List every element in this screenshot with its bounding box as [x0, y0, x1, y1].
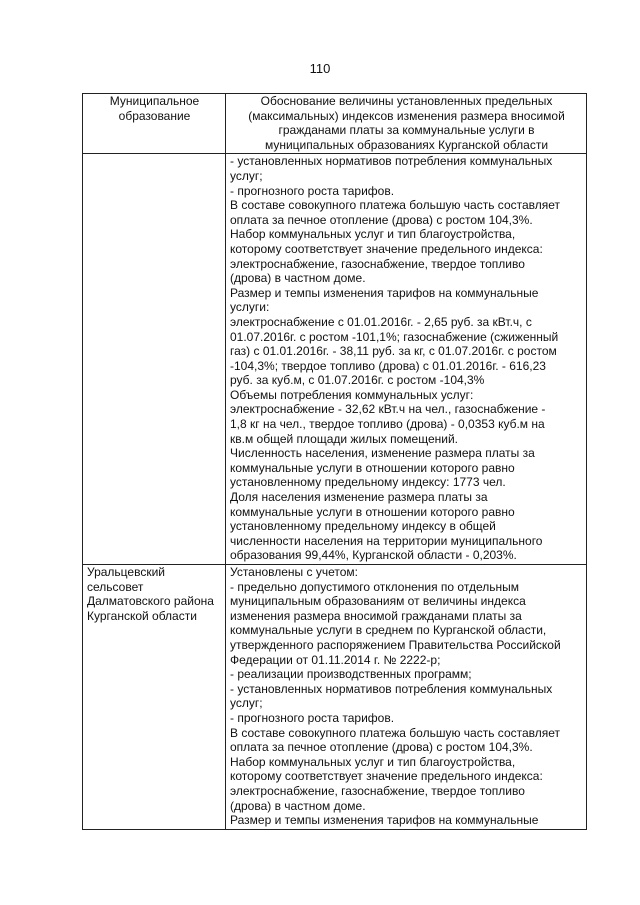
- justification-text-line: услуг;: [230, 696, 263, 711]
- page-number: 110: [309, 61, 331, 76]
- table-row: [83, 565, 587, 830]
- municipality-cell: [83, 565, 226, 830]
- header-text-line: Муниципальное: [109, 94, 200, 108]
- justification-text-line: коммунальные услуги в среднем по Курганской области,: [230, 623, 547, 638]
- justification-text-line: (дрова) в частном доме.: [230, 798, 366, 813]
- header-text-line: образование: [118, 108, 191, 123]
- municipality-cell: [83, 154, 226, 565]
- justification-text-line: Размер и темпы изменения тарифов на коммунальные: [230, 285, 539, 300]
- justification-text-line: В составе совокупного платежа большую часть составляет: [230, 198, 561, 213]
- header-municipality: [83, 94, 226, 154]
- justification-text-line: коммунальные услуги в отношении которого равно: [230, 504, 515, 519]
- header-text-line: Обоснование величины установленных предельных: [260, 94, 553, 108]
- justification-text-line: (дрова) в частном доме.: [230, 271, 366, 286]
- municipality-name-line: Курганской области: [87, 608, 197, 623]
- justification-text-line: которому соответствует значение предельного индекса:: [230, 241, 543, 256]
- justification-text-line: В составе совокупного платежа большую часть составляет: [230, 725, 561, 740]
- justification-text-line: установленному предельному индексу в общей: [230, 519, 496, 534]
- justification-text-line: Установлены с учетом:: [230, 565, 358, 579]
- justification-text-line: 1,8 кг на чел., твердое топливо (дрова) - 0,0353 куб.м на: [230, 417, 545, 432]
- justification-text-line: оплата за печное отопление (дрова) с ростом 104,3%.: [230, 212, 533, 227]
- justification-text-line: услуг;: [230, 168, 263, 183]
- justification-text-line: газ) с 01.01.2016г. - 38,11 руб. за кг, с 01.07.2016г. с ростом: [230, 344, 557, 359]
- header-text-line: (максимальных) индексов изменения размера вносимой: [248, 108, 565, 123]
- justification-text-line: Набор коммунальных услуг и тип благоустройства,: [230, 754, 516, 769]
- justification-text-line: Набор коммунальных услуг и тип благоустройства,: [230, 227, 516, 242]
- justification-text-line: Объемы потребления коммунальных услуг:: [230, 387, 474, 402]
- justification-text-line: электроснабжение - 32,62 кВт.ч на чел., газоснабжение -: [230, 402, 546, 417]
- table-row: [83, 154, 587, 565]
- justification-text-line: установленному предельному индексу: 1773 чел.: [230, 475, 506, 490]
- justification-text-line: электроснабжение, газоснабжение, твердое топливо: [230, 256, 525, 271]
- justification-cell: [226, 565, 587, 830]
- justification-text-line: муниципальным образованиям от величины индекса: [230, 594, 526, 609]
- municipality-name-line: Далматовского района: [87, 594, 214, 609]
- justification-text-line: кв.м общей площади жилых помещений.: [230, 431, 458, 446]
- justification-text-line: 01.07.2016г. с ростом -101,1%; газоснабжение (сжиженный: [230, 329, 559, 344]
- justification-text-line: Федерации от 01.11.2014 г. № 2222-р;: [230, 652, 441, 667]
- municipality-name-line: сельсовет: [87, 579, 144, 594]
- justification-text-line: изменения размера вносимой гражданами платы за: [230, 608, 522, 623]
- justification-text-line: - прогнозного роста тарифов.: [230, 183, 395, 198]
- justification-text-line: - предельно допустимого отклонения по отдельным: [230, 579, 519, 594]
- justification-text-line: - прогнозного роста тарифов.: [230, 710, 395, 725]
- justification-text-line: которому соответствует значение предельного индекса:: [230, 769, 543, 784]
- index-justification-table: [82, 93, 587, 830]
- justification-text-line: образования 99,44%, Курганской области - 0,203%.: [230, 548, 517, 563]
- justification-text-line: утвержденного распоряжением Правительства Российской: [230, 637, 561, 652]
- header-text-line: гражданами платы за коммунальные услуги в: [278, 123, 535, 138]
- justification-text-line: Размер и темпы изменения тарифов на коммунальные: [230, 813, 539, 828]
- justification-text-line: руб. за куб.м, с 01.07.2016г. с ростом -104,3%: [230, 373, 485, 388]
- justification-text-line: - реализации производственных программ;: [230, 667, 472, 682]
- header-text-line: муниципальных образованиях Курганской области: [264, 137, 549, 152]
- justification-text-line: услуги:: [230, 300, 270, 315]
- justification-cell: [226, 154, 587, 565]
- justification-text-line: численности населения на территории муниципального: [230, 533, 543, 548]
- justification-text-line: коммунальные услуги в отношении которого равно: [230, 460, 515, 475]
- justification-text-line: Численность населения, изменение размера платы за: [230, 446, 535, 461]
- municipality-name-line: Уральцевский: [87, 565, 165, 579]
- table-header-row: [83, 94, 587, 154]
- justification-text-line: Доля населения изменение размера платы за: [230, 490, 488, 505]
- justification-text-line: оплата за печное отопление (дрова) с ростом 104,3%.: [230, 740, 533, 755]
- justification-text-line: электроснабжение, газоснабжение, твердое топливо: [230, 783, 525, 798]
- header-justification: [226, 94, 587, 154]
- justification-text-line: - установленных нормативов потребления коммунальных: [230, 681, 553, 696]
- justification-text-line: - установленных нормативов потребления коммунальных: [230, 154, 553, 169]
- justification-text-line: электроснабжение с 01.01.2016г. - 2,65 руб. за кВт.ч, с: [230, 314, 532, 329]
- justification-text-line: -104,3%; твердое топливо (дрова) с 01.01.2016г. - 616,23: [230, 358, 546, 373]
